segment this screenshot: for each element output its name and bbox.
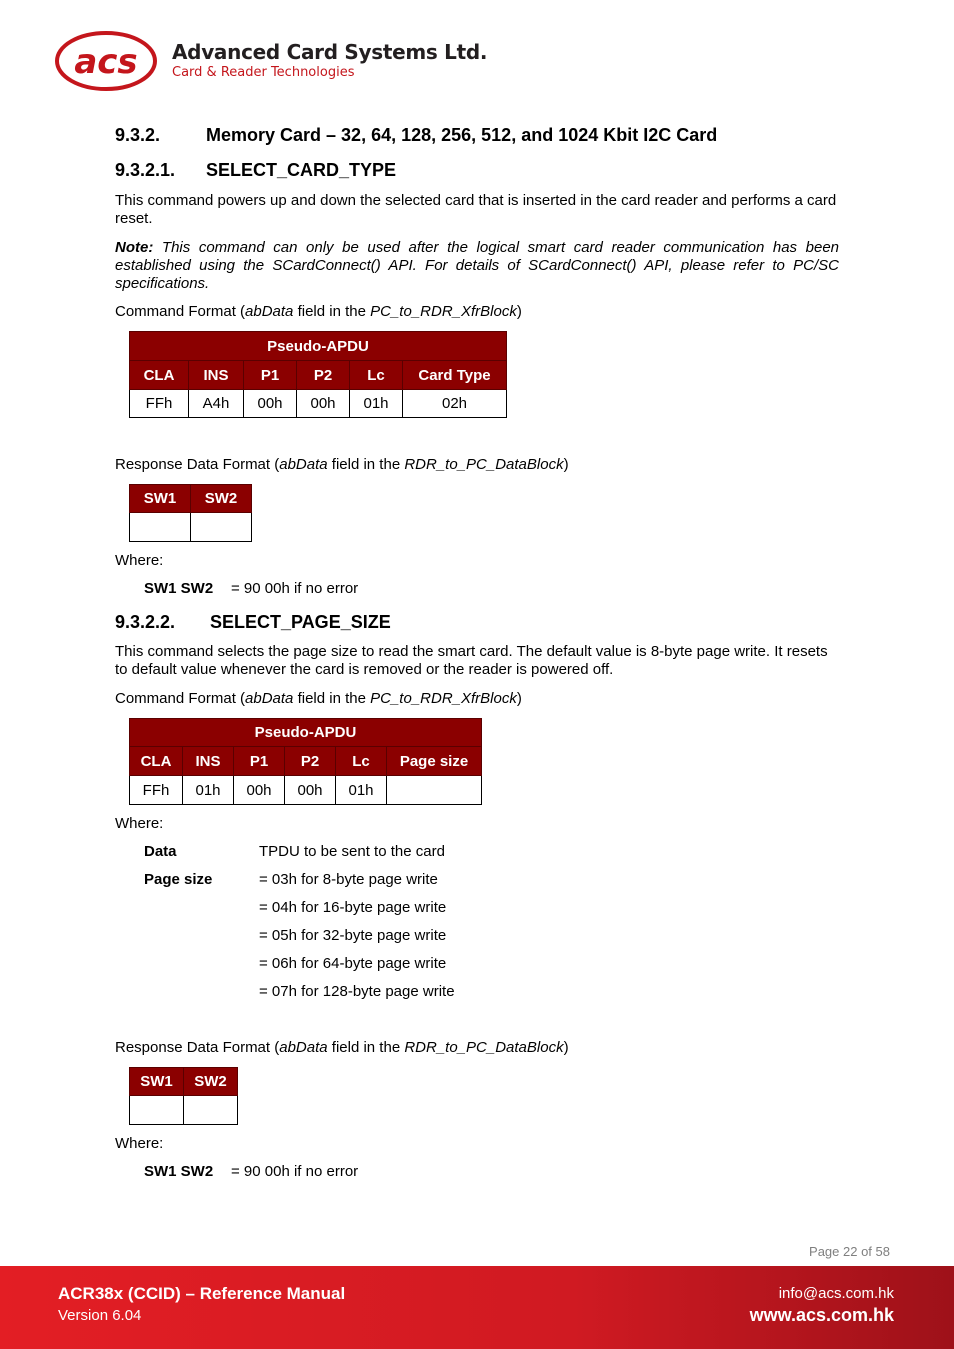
def-term: Page size [144, 871, 213, 888]
table-cell: 01h [183, 776, 234, 805]
select-page-size-response-table [129, 1067, 238, 1125]
table-header: P1 [234, 747, 285, 776]
table-header: INS [189, 361, 244, 390]
note-paragraph [115, 239, 839, 293]
table-header: Page size [387, 747, 482, 776]
table-cell: 01h [350, 390, 403, 418]
resp-mid: field in the [327, 1039, 405, 1056]
table-header: P2 [285, 747, 336, 776]
table-cell [387, 776, 482, 805]
table-title: Pseudo-APDU [130, 332, 507, 361]
table-cell: FFh [130, 390, 189, 418]
cmd-suffix: ) [516, 690, 522, 707]
where-label: Where: [115, 1135, 164, 1152]
def-term: Data [144, 843, 177, 860]
resp-field: abData [279, 1039, 328, 1056]
cmd-mid: field in the [293, 303, 371, 320]
note-text: This command can only be used after the logical smart card reader communication has been established using the SCardConnect() API. For details of SCardConnect() API, please refer to PC/SC specifications. [115, 239, 839, 292]
footer-email-link[interactable]: info@acs.com.hk [778, 1285, 894, 1302]
logo-text: acs [74, 42, 138, 82]
where-label: Where: [115, 552, 164, 569]
footer-website-link[interactable]: www.acs.com.hk [749, 1305, 894, 1325]
resp-suffix: ) [563, 1039, 569, 1056]
table-header: SW1 [130, 485, 191, 513]
command-format-label [115, 303, 522, 321]
company-name: Advanced Card Systems Ltd. [172, 40, 488, 64]
section-heading [115, 125, 717, 146]
company-tagline: Card & Reader Technologies [172, 65, 355, 80]
cmd-field: abData [245, 303, 294, 320]
cmd-field: abData [245, 690, 294, 707]
table-header: Lc [336, 747, 387, 776]
footer-bar [0, 1266, 954, 1349]
sw-definition: = 90 00h if no error [231, 580, 359, 597]
resp-prefix: Response Data Format ( [115, 1039, 280, 1056]
footer-document-title: ACR38x (CCID) – Reference Manual [58, 1284, 346, 1303]
table-cell: 00h [285, 776, 336, 805]
table-cell: 01h [336, 776, 387, 805]
subsection-title: SELECT_CARD_TYPE [206, 160, 397, 180]
response-format-label [115, 1039, 569, 1057]
select-card-type-description: This command powers up and down the selected card that is inserted in the card reader and performs a card reset. [115, 192, 837, 227]
cmd-prefix: Command Format ( [115, 690, 246, 707]
note-label: Note: [115, 239, 154, 256]
section-number: 9.3.2. [115, 125, 161, 145]
table-cell: FFh [130, 776, 183, 805]
table-cell: A4h [189, 390, 244, 418]
table-cell: 00h [234, 776, 285, 805]
table-cell [184, 1096, 238, 1125]
table-header: CLA [130, 361, 189, 390]
acs-logo [54, 29, 158, 93]
table-header: Lc [350, 361, 403, 390]
subsection-title: SELECT_PAGE_SIZE [210, 612, 391, 632]
select-card-type-apdu-table [129, 331, 507, 418]
response-format-label [115, 456, 569, 474]
cmd-suffix: ) [516, 303, 522, 320]
sw-term: SW1 SW2 [144, 1163, 214, 1180]
def-text: TPDU to be sent to the card [259, 843, 445, 860]
subsection-heading-select-card-type [115, 160, 396, 181]
command-format-label [115, 690, 522, 708]
where-label: Where: [115, 815, 164, 832]
def-text: = 05h for 32-byte page write [259, 927, 447, 944]
def-text: = 04h for 16-byte page write [259, 899, 447, 916]
table-header: SW2 [191, 485, 252, 513]
table-cell [130, 1096, 184, 1125]
sw-definition: = 90 00h if no error [231, 1163, 359, 1180]
footer-version: Version 6.04 [58, 1307, 142, 1324]
table-cell: 00h [297, 390, 350, 418]
subsection-number: 9.3.2.1. [115, 160, 176, 180]
select-page-size-apdu-table [129, 718, 482, 805]
select-page-size-description: This command selects the page size to read the smart card. The default value is 8-byte page write. It resets to default value whenever the card is removed or the reader is powered off. [115, 643, 828, 678]
resp-block: RDR_to_PC_DataBlock [404, 456, 564, 473]
cmd-mid: field in the [293, 690, 371, 707]
subsection-number: 9.3.2.2. [115, 612, 176, 632]
table-title: Pseudo-APDU [130, 719, 482, 747]
def-text: = 06h for 64-byte page write [259, 955, 447, 972]
table-header: Card Type [403, 361, 507, 390]
table-cell [130, 513, 191, 542]
table-header: SW2 [184, 1068, 238, 1096]
table-cell [191, 513, 252, 542]
resp-field: abData [279, 456, 328, 473]
sw-term: SW1 SW2 [144, 580, 214, 597]
cmd-block: PC_to_RDR_XfrBlock [370, 303, 517, 320]
cmd-block: PC_to_RDR_XfrBlock [370, 690, 517, 707]
table-cell: 00h [244, 390, 297, 418]
resp-prefix: Response Data Format ( [115, 456, 280, 473]
select-card-type-response-table [129, 484, 252, 542]
subsection-heading-select-page-size [115, 612, 391, 633]
resp-block: RDR_to_PC_DataBlock [404, 1039, 564, 1056]
cmd-prefix: Command Format ( [115, 303, 246, 320]
table-cell: 02h [403, 390, 507, 418]
table-header: P2 [297, 361, 350, 390]
table-header: CLA [130, 747, 183, 776]
section-title: Memory Card – 32, 64, 128, 256, 512, and 1024 Kbit I2C Card [206, 125, 718, 145]
page-number: Page 22 of 58 [809, 1244, 890, 1259]
def-text: = 07h for 128-byte page write [259, 983, 455, 1000]
table-header: P1 [244, 361, 297, 390]
table-header: SW1 [130, 1068, 184, 1096]
resp-mid: field in the [327, 456, 405, 473]
table-header: INS [183, 747, 234, 776]
def-text: = 03h for 8-byte page write [259, 871, 438, 888]
resp-suffix: ) [563, 456, 569, 473]
